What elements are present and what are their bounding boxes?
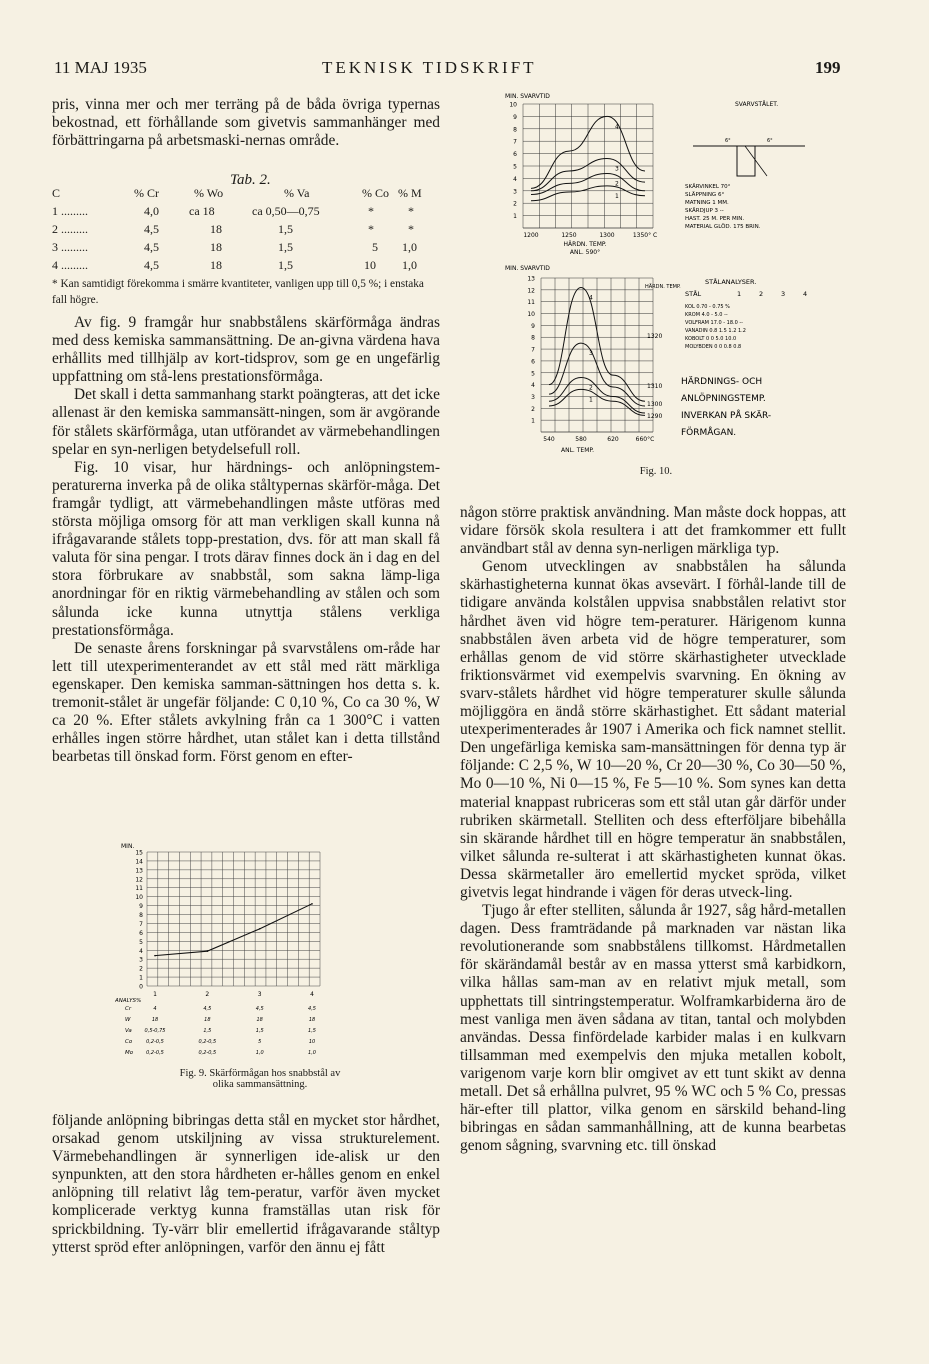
fig10-bottom-ytick: 5 bbox=[531, 370, 535, 378]
fig10-tool-spec: HAST. 25 M. PER MIN. bbox=[685, 216, 745, 222]
fig10-legend-text: FÖRMÅGAN. bbox=[681, 428, 737, 438]
fig9-row-label: Co bbox=[125, 1039, 133, 1045]
fig10-bottom-ytick: 7 bbox=[531, 346, 535, 354]
fig10-top-series-label: 1 bbox=[615, 192, 619, 200]
fig10-tool-spec: SKÄRDJUP 3 -- bbox=[685, 208, 724, 214]
fig10-analysis-row: KROM 4.0 - 5.0 -- bbox=[685, 312, 728, 318]
fig10-bottom-series-label: 1 bbox=[589, 396, 593, 404]
fig10-bottom-ytick: 9 bbox=[531, 322, 535, 330]
fig9-col-label: 3 bbox=[257, 991, 262, 998]
fig10-bottom-ytick: 6 bbox=[531, 358, 535, 366]
fig9-table-cell: 1,5 bbox=[255, 1028, 264, 1034]
fig10-legend-text: HÄRDNINGS- OCH bbox=[681, 377, 763, 387]
table-cell: 4 ......... bbox=[52, 258, 88, 272]
paragraph: Av fig. 9 framgår hur snabbstålens skärförmåga ändras med dess kemiska sammansättning. De an-givna värdena hava erhållits med tillhjälp av kort-tidsprov, som ge en ungefärlig uppfattning om stå-lens prestationsförmåga. bbox=[52, 314, 440, 386]
fig10-analysis-title: STÅLANALYSER. bbox=[705, 278, 757, 286]
fig10-analysis-row: KOL 0.70 - 0.75 % bbox=[685, 304, 730, 310]
fig10-tool-spec: MATERIAL GLÖD. 175 BRIN. bbox=[685, 224, 761, 230]
fig10-bottom-series-label: 3 bbox=[589, 350, 593, 358]
fig10-tool-body bbox=[737, 146, 755, 176]
fig10-bottom-xlabel: ANL. TEMP. bbox=[561, 447, 594, 454]
fig10-bottom-ytick: 11 bbox=[527, 299, 535, 307]
fig10-tool-angle: 6° bbox=[725, 138, 731, 144]
fig9-ytick: 5 bbox=[139, 938, 143, 946]
table-cell: * bbox=[368, 204, 374, 218]
fig9-table-cell: 0,2-0,5 bbox=[146, 1050, 164, 1056]
table-cell: 18 bbox=[210, 222, 222, 236]
fig10-hardn-temp: 1300 bbox=[647, 401, 663, 408]
fig10-top-ylabel: MIN. SVARVTID bbox=[505, 93, 550, 100]
table-cell: 1 ......... bbox=[52, 204, 88, 218]
fig9-ytick: 9 bbox=[139, 903, 143, 911]
header-date: 11 MAJ 1935 bbox=[54, 58, 147, 77]
fig9-ytick: 6 bbox=[139, 929, 143, 937]
journal-title: TEKNISK TIDSKRIFT bbox=[322, 58, 537, 77]
table-cell: 1,5 bbox=[278, 222, 293, 236]
fig10-top-ytick: 10 bbox=[509, 101, 517, 109]
table-cell: 4,5 bbox=[144, 240, 159, 254]
fig10-analysis-header: 4 bbox=[803, 290, 808, 298]
fig10-legend-text: INVERKAN PÅ SKÄR- bbox=[681, 411, 772, 421]
fig10-analysis-header: 2 bbox=[759, 290, 764, 298]
fig9-row-label: W bbox=[125, 1017, 131, 1023]
fig9-table-cell: 4 bbox=[153, 1006, 157, 1012]
fig10-analysis-row: VOLFRAM 17.0 - 18.0 -- bbox=[685, 320, 743, 326]
fig10-tool-edge bbox=[745, 146, 767, 176]
fig9-table-label: ANALYS% bbox=[115, 998, 142, 1004]
fig9-table-cell: 18 bbox=[204, 1017, 211, 1023]
fig10-hardn-label: HÄRDN. TEMP. bbox=[645, 284, 681, 290]
fig10-bottom-ytick: 12 bbox=[527, 287, 535, 295]
fig10-top-series-label: 3 bbox=[615, 165, 619, 173]
fig9-ytick: 11 bbox=[135, 885, 143, 893]
table-cell: 18 bbox=[210, 258, 222, 272]
fig9-table-cell: 10 bbox=[308, 1039, 316, 1045]
fig10-top-xtick: 1250 bbox=[561, 232, 577, 239]
fig10-top-ytick: 3 bbox=[513, 188, 517, 196]
fig9-table-cell: 18 bbox=[256, 1017, 263, 1023]
fig10-bottom-ytick: 1 bbox=[531, 417, 535, 425]
paragraph: någon större praktisk användning. Man måste dock hoppas, att vidare försök skola resultera i att det framkommer ett fullt användbart stål av denna syn-nerligen märkliga typ. bbox=[460, 504, 846, 558]
fig9-table-cell: 1,0 bbox=[308, 1050, 316, 1056]
fig10-bottom-series-label: 4 bbox=[589, 294, 593, 302]
fig10-hardn-temp: 1290 bbox=[647, 413, 663, 420]
fig10-top-series-label: 2 bbox=[615, 180, 619, 188]
fig9-table-cell: 4,5 bbox=[255, 1006, 264, 1012]
table-cell: * bbox=[408, 222, 414, 236]
fig9-ytick: 13 bbox=[135, 867, 143, 875]
paragraph: De senaste årens forskningar på svarvstålens om-råde har lett till utexperimenterandet av ett stål med rätt märkliga egenskaper. Den kemiska samman-sättningen hos detta s. k. tremonit-stålet är ungefär följande: C 0,10 %, Co ca 30 %, W ca 20 %. Efter stålets avkylning från ca 1 300°C i vatten erhålles ingen större hårdhet, utan stålet kan i detta tillstånd bearbetas till önskad form. Först genom en efter- bbox=[52, 639, 440, 766]
fig10-analysis-header: STÅL bbox=[685, 290, 702, 298]
table-header-cell: % Cr bbox=[134, 186, 159, 200]
fig9-table-cell: 18 bbox=[308, 1017, 316, 1023]
col1-top-text bbox=[52, 96, 440, 150]
fig9-caption-line: olika sammansättning. bbox=[212, 1079, 308, 1090]
fig10-top-xtick: 1350° C bbox=[632, 232, 658, 239]
table-header-cell: % Va bbox=[284, 186, 310, 200]
paragraph: Genom utvecklingen av snabbstålen ha sålunda skärhastigheterna kunnat ökas avsevärt. I förhål-lande till de tidigare använda kolstålen uppvisa snabbstålen relativt stor hårdhet även vid högre tem-peraturer. Härigenom kunna snabbstålen även arbeta vid de högre temperaturer, som erhållas genom de vid större skärhastigheter utvecklade friktionsvärmet vid exempelvis svarvning. En ökning av svarv-stålets hårdhet vid högre temperaturer skulle sålunda möjliggöra en ändå större skärhastighet. Ett sådant material utexperimenterades år 1907 i Amerika och fick namnet stellit. Den ungefärliga kemiska sam-mansättningen för denna typ är följande: C 2,5 %, W 10—20 %, Cr 20—30 %, Co 30—50 %, Mo 0—10 %, Ni 0—15 %, Fe 5—10 %. Som synes kan detta material knappast rubriceras som ett stål utan går därför under rubriken skärmetall. Stelliten och dess efterföljare bibehålla sin skärande hårdhet till en högre temperatur än snabbstålen, vilket sålunda re-sulterat i att skärhastigheten kunnat ökas. Dessa skärmetaller äro emellertid mycket spröda, vilket givetvis legat hindrande i vägen för deras utveck-ling. bbox=[460, 558, 846, 901]
fig10-hardn-temp: 1310 bbox=[647, 383, 663, 390]
table-caption: Tab. 2. bbox=[230, 172, 271, 188]
paragraph: pris, vinna mer och mer terräng på de båda övriga typernas bekostnad, ett förhållande som givetvis sammanhänger med förbättringarna på arbetsmaski-nernas område. bbox=[52, 96, 440, 150]
table-cell: 18 bbox=[210, 240, 222, 254]
fig9-ytick: 4 bbox=[139, 947, 143, 955]
fig10-top-xlabel: ANL. 590° bbox=[569, 249, 601, 256]
table-cell: 1,0 bbox=[402, 240, 417, 254]
table-cell: 1,5 bbox=[278, 258, 293, 272]
fig9-caption bbox=[110, 1068, 410, 1090]
table-header-cell: C bbox=[52, 186, 61, 200]
fig9-table-cell: 4,5 bbox=[203, 1006, 212, 1012]
fig10-caption: Fig. 10. bbox=[639, 466, 673, 477]
fig9-point bbox=[154, 955, 156, 957]
fig10-bottom-series-label: 2 bbox=[589, 384, 593, 392]
fig9-ytick: 1 bbox=[139, 974, 143, 982]
fig10-top-ytick: 5 bbox=[513, 163, 517, 171]
paragraph: följande anlöpning bibringas detta stål en mycket stor hårdhet, orsakad genom utskiljning av vissa strukturelement. Värmebehandlingen är synnerligen ide-alisk ur den synpunkten, att den stora hårdheten er-hålles genom en enkel anlöpning till relativt låg tem-peratur, varför även mycket komplicerade verktyg kunna framställas utan risk för sprickbildning. Ty-värr blir emellertid ifrågavarande ståltyp ytterst spröd efter anlöpningen, varför den ännu ej fått bbox=[52, 1112, 440, 1256]
fig9-chart bbox=[115, 838, 345, 1070]
fig9-col-label: 2 bbox=[205, 991, 210, 998]
table-cell: 1,0 bbox=[402, 258, 417, 272]
fig10-bottom-ylabel: MIN. SVARVTID bbox=[505, 265, 550, 272]
page-number: 199 bbox=[815, 58, 841, 77]
table-header-cell: % M bbox=[398, 186, 422, 200]
paragraph: Det skall i detta sammanhang starkt poängteras, att det icke allenast är den kemiska sammansätt-ningen, som är avgörande för stålets skärförmåga, utan utförandet av värmebehandlingen spelar en syn-nerligen betydelsefull roll. bbox=[52, 386, 440, 458]
fig10-top-ytick: 4 bbox=[513, 175, 517, 183]
fig10-top-ytick: 2 bbox=[513, 200, 517, 208]
fig10-bottom-xtick: 580 bbox=[575, 436, 587, 443]
table-cell: ca 0,50—0,75 bbox=[252, 204, 320, 218]
table-cell: 5 bbox=[372, 240, 378, 254]
fig10-analysis-header: 3 bbox=[781, 290, 786, 298]
table-cell: 4,0 bbox=[144, 204, 159, 218]
fig9-point bbox=[311, 903, 313, 905]
fig9-ytick: 8 bbox=[139, 912, 143, 920]
fig9-table-cell: 0,5-0,75 bbox=[144, 1028, 166, 1034]
fig10-bottom-ytick: 3 bbox=[531, 393, 535, 401]
fig10-analysis-row: VANADIN 0.8 1.5 1.2 1.2 bbox=[685, 328, 746, 334]
fig10-tool-spec: SKÄRVINKEL 70° bbox=[685, 184, 731, 190]
fig10-top-ytick: 1 bbox=[513, 213, 517, 221]
table-cell: ca 18 bbox=[189, 204, 215, 218]
table-cell: 2 ......... bbox=[52, 222, 88, 236]
paragraph: Tjugo år efter stelliten, sålunda år 1927, såg hård-metallen dagen. Dess framträdande på marknaden var nästan lika revolutionerande som snabbstålens tillkomst. Hårdmetallen för skärändamål består av en massa ytterst små karbidkorn, vilka hållas sam-man av en relativt mjuk metall, som upphettats till sintringstemperatur. Wolframkarbiderna äro de mest vanliga men även sådana av titan, tantal och molybden användas. Dessa finfördelade karbider malas i en kulkvarn tillsamman med exempelvis den mjuka metallen kobolt, varigenom varje korn blir omgivet av ett tunt skikt av denna metall. Det så erhållna pulvret, 95 % WC och 5 % Co, pressas här-efter till plattor, vilka genom en särskild behand-ling bibringas en sådan sammanhållning, att de kunna bearbetas genom sågning, svarvning etc. till önskad bbox=[460, 902, 846, 1155]
fig10-top-ytick: 9 bbox=[513, 113, 517, 121]
fig9-ytick: 7 bbox=[139, 920, 143, 928]
fig9-caption-line: Fig. 9. Skärförmågan hos snabbstål av bbox=[179, 1068, 341, 1079]
fig9-table-cell: 1,5 bbox=[203, 1028, 212, 1034]
fig10-hardn-temp: 1320 bbox=[647, 333, 663, 340]
fig9-table-cell: 1,5 bbox=[308, 1028, 316, 1034]
fig10-bottom-ytick: 8 bbox=[531, 334, 535, 342]
fig9-ytick: 2 bbox=[139, 965, 143, 973]
fig9-row-label: Cr bbox=[125, 1006, 132, 1012]
fig10-bottom-ytick: 13 bbox=[527, 275, 535, 283]
fig9-col-label: 4 bbox=[310, 991, 314, 998]
fig10-figure bbox=[505, 88, 835, 488]
fig9-table-cell: 5 bbox=[258, 1039, 262, 1045]
col1-mid-text bbox=[52, 314, 440, 766]
fig10-analysis-row: KOBOLT 0 0 5.0 10.0 bbox=[685, 336, 737, 342]
table-header-cell: % Co bbox=[362, 186, 389, 200]
fig9-ytick: 10 bbox=[135, 894, 143, 902]
col2-text bbox=[460, 504, 846, 1155]
table-cell: * bbox=[368, 222, 374, 236]
fig10-bottom-xtick: 620 bbox=[607, 436, 619, 443]
fig9-row-label: Mo bbox=[125, 1050, 134, 1056]
table-footnote: * Kan samtidigt förekomma i smärre kvantiteter, vanligen upp till 0,5 %; i enstaka fall högre. bbox=[52, 278, 424, 306]
fig9-col-label: 1 bbox=[153, 991, 157, 998]
fig10-tool-angle: 6° bbox=[767, 138, 773, 144]
fig9-row-label: Va bbox=[125, 1028, 132, 1034]
fig9-table-cell: 0,2-0,5 bbox=[198, 1039, 217, 1045]
fig10-bottom-ytick: 10 bbox=[527, 311, 535, 319]
table-cell: 1,5 bbox=[278, 240, 293, 254]
fig10-top-series-label: 4 bbox=[615, 123, 619, 131]
fig10-tool-spec: MATNING 1 MM. bbox=[685, 200, 729, 206]
table-header-cell: % Wo bbox=[194, 186, 224, 200]
table-cell: 10 bbox=[364, 258, 376, 272]
fig10-tool-title: SVARVSTÅLET. bbox=[735, 101, 779, 108]
fig10-bottom-ytick: 2 bbox=[531, 405, 535, 413]
col1-bottom-text bbox=[52, 1112, 440, 1257]
table-cell: 3 ......... bbox=[52, 240, 88, 254]
fig10-legend-text: ANLÖPNINGSTEMP. bbox=[681, 394, 766, 404]
fig10-top-ytick: 8 bbox=[513, 126, 517, 134]
fig10-analysis-header: 1 bbox=[737, 290, 742, 298]
fig9-table-cell: 0,2-0,5 bbox=[198, 1050, 217, 1056]
fig10-top-ytick: 7 bbox=[513, 138, 517, 146]
fig9-table-cell: 1,0 bbox=[255, 1050, 264, 1056]
fig10-tool-spec: SLÄPPNING 6° bbox=[685, 192, 725, 198]
fig9-table-cell: 0,2-0,5 bbox=[146, 1039, 164, 1045]
fig10-top-xlabel: HÄRDN. TEMP. bbox=[563, 241, 607, 248]
fig10-top-xtick: 1200 bbox=[523, 232, 539, 239]
table-cell: 4,5 bbox=[144, 258, 159, 272]
fig9-table-cell: 18 bbox=[151, 1017, 159, 1023]
fig9-point bbox=[207, 950, 209, 952]
table-cell: * bbox=[408, 204, 414, 218]
fig10-bottom-ytick: 4 bbox=[531, 382, 535, 390]
fig9-ytick: 14 bbox=[135, 858, 143, 866]
fig10-analysis-row: MOLYBDEN 0 0 0.8 0.8 bbox=[685, 344, 742, 350]
fig10-top-ytick: 6 bbox=[513, 151, 517, 159]
fig9-point bbox=[259, 928, 261, 930]
table-cell: 4,5 bbox=[144, 222, 159, 236]
fig9-table-cell: 4,5 bbox=[308, 1006, 316, 1012]
paragraph: Fig. 10 visar, hur härdnings- och anlöpningstem-peraturerna inverka på de olika ståltypernas skärför-måga. Det framgår tydligt, att värmebehandlingen måste utföras med största möjliga omsorg för att man verkligen skall kunna nå ifrågavarande stålets topp-prestation, dvs. för att man skall få valuta för sina pengar. I trots därav finnes dock än i dag en del stora förbrukare av snabbstål, som sakna lämp-liga anordningar för en riktig värmebehandling av stålen och som sålunda icke kunna utnyttja stålens verkliga prestationsförmåga. bbox=[52, 458, 440, 639]
fig9-ytick: 0 bbox=[139, 983, 143, 991]
fig10-top-xtick: 1300 bbox=[599, 232, 615, 239]
fig9-ylabel: MIN. bbox=[121, 843, 135, 850]
fig9-ytick: 3 bbox=[139, 956, 143, 964]
fig9-ytick: 12 bbox=[135, 876, 143, 884]
fig9-ytick: 15 bbox=[135, 849, 143, 857]
fig10-bottom-xtick: 660°C bbox=[635, 436, 655, 443]
fig10-bottom-xtick: 540 bbox=[543, 436, 555, 443]
